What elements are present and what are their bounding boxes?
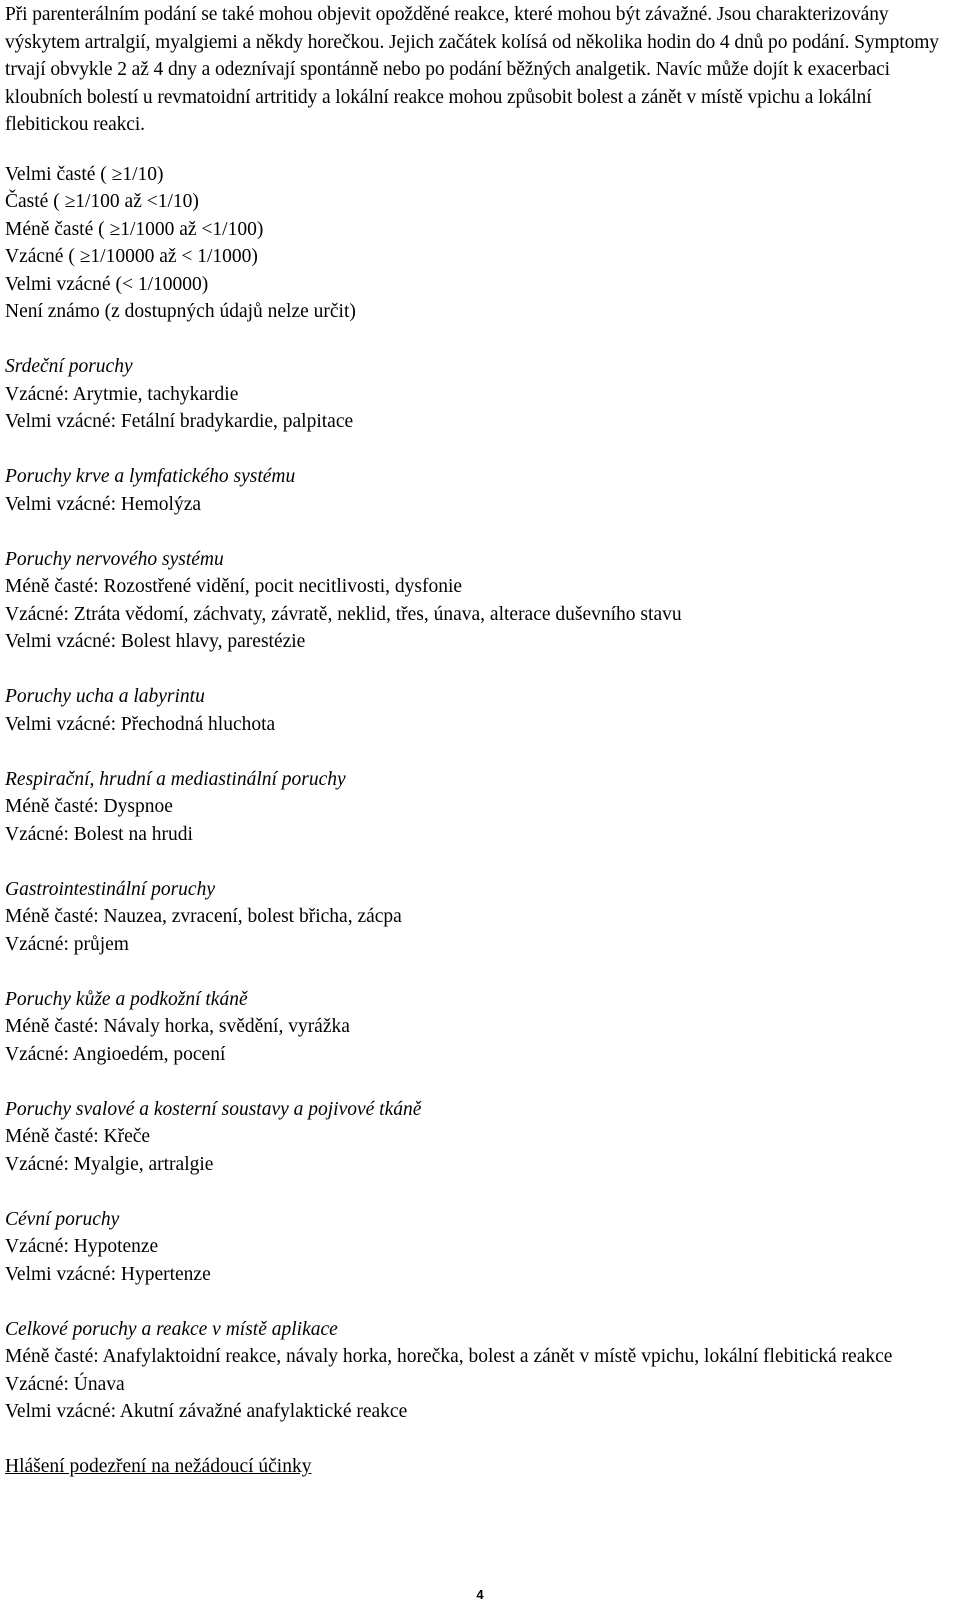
section-line: Velmi vzácné: Fetální bradykardie, palpitace xyxy=(5,411,354,432)
section-line: Vzácné: Únava xyxy=(5,1373,125,1395)
section-heading: Poruchy kůže a podkožní tkáně xyxy=(5,988,248,1010)
section-line: Velmi vzácné: Hemolýza xyxy=(5,493,201,515)
section-heading: Poruchy krve a lymfatického systému xyxy=(5,466,296,487)
section-line: Vzácné: Arytmie, tachykardie xyxy=(5,383,239,405)
frequency-item: Velmi vzácné (< 1/10000) xyxy=(5,273,209,295)
section-heading: Poruchy ucha a labyrintu xyxy=(5,686,205,707)
section-line: Vzácné: Hypotenze xyxy=(5,1236,159,1257)
section-heading: Poruchy nervového systému xyxy=(5,548,224,570)
section-line: Vzácné: Bolest na hrudi xyxy=(5,823,193,845)
section-ear xyxy=(5,683,955,738)
section-heading: Gastrointestinální poruchy xyxy=(5,878,215,900)
section-line: Méně časté: Křeče xyxy=(5,1126,151,1147)
frequency-item: Méně časté ( ≥1/1000 až <1/100) xyxy=(5,218,264,240)
document-page xyxy=(5,0,955,1481)
section-heading: Cévní poruchy xyxy=(5,1208,120,1230)
section-vascular xyxy=(5,1206,955,1289)
section-line: Vzácné: Angioedém, pocení xyxy=(5,1043,226,1065)
frequency-legend xyxy=(5,161,955,326)
section-line: Velmi vzácné: Přechodná hluchota xyxy=(5,713,276,735)
section-line: Velmi vzácné: Hypertenze xyxy=(5,1263,211,1285)
intro-paragraph: Při parenterálním podání se také mohou objevit opožděné reakce, které mohou být závažné. Jsou charakterizovány výskytem artralgií, myalgiemi a někdy horečkou. Jejich začátek kolísá od několika hodin do 4 dnů po podání. Symptomy trvají obvykle 2 až 4 dny a odeznívají spontánně nebo po podání běžných analgetik. Navíc může dojít k exacerbaci kloubních bolestí u revmatoidní artritidy a lokální reakce mohou způsobit bolest a zánět v místě vpichu a lokální flebitickou reakci. xyxy=(5,4,939,135)
section-gastrointestinal xyxy=(5,876,955,959)
section-line: Vzácné: Ztráta vědomí, záchvaty, závratě, neklid, třes, únava, alterace duševního stavu xyxy=(5,603,682,625)
page-number: 4 xyxy=(476,1587,484,1602)
section-line: Méně časté: Rozostřené vidění, pocit necitlivosti, dysfonie xyxy=(5,576,463,597)
section-line: Vzácné: průjem xyxy=(5,933,129,955)
frequency-item: Časté ( ≥1/100 až <1/10) xyxy=(5,191,199,212)
section-nervous xyxy=(5,546,955,656)
section-respiratory xyxy=(5,766,955,849)
section-line: Méně časté: Anafylaktoidní reakce, návaly horka, horečka, bolest a zánět v místě vpichu, lokální flebitická reakce xyxy=(5,1346,893,1367)
section-musculoskeletal xyxy=(5,1096,955,1179)
frequency-item: Vzácné ( ≥1/10000 až < 1/1000) xyxy=(5,246,258,267)
section-general xyxy=(5,1316,955,1426)
section-line: Méně časté: Návaly horka, svědění, vyrážka xyxy=(5,1016,350,1037)
section-line: Méně časté: Dyspnoe xyxy=(5,796,173,817)
frequency-item: Velmi časté ( ≥1/10) xyxy=(5,163,164,185)
report-side-effects-link[interactable]: Hlášení podezření na nežádoucí účinky xyxy=(5,1456,312,1477)
section-line: Méně časté: Nauzea, zvracení, bolest břicha, zácpa xyxy=(5,906,402,927)
frequency-item: Není známo (z dostupných údajů nelze určit) xyxy=(5,301,356,322)
section-line: Velmi vzácné: Bolest hlavy, parestézie xyxy=(5,631,306,652)
section-line: Vzácné: Myalgie, artralgie xyxy=(5,1153,214,1175)
section-line: Velmi vzácné: Akutní závažné anafylaktické reakce xyxy=(5,1401,408,1422)
section-skin xyxy=(5,986,955,1069)
section-cardiac xyxy=(5,353,955,436)
section-heading: Srdeční poruchy xyxy=(5,356,133,377)
section-heading: Respirační, hrudní a mediastinální poruchy xyxy=(5,768,346,790)
section-blood xyxy=(5,463,955,518)
section-heading: Poruchy svalové a kosterní soustavy a pojivové tkáně xyxy=(5,1098,422,1120)
section-heading: Celkové poruchy a reakce v místě aplikace xyxy=(5,1318,338,1340)
